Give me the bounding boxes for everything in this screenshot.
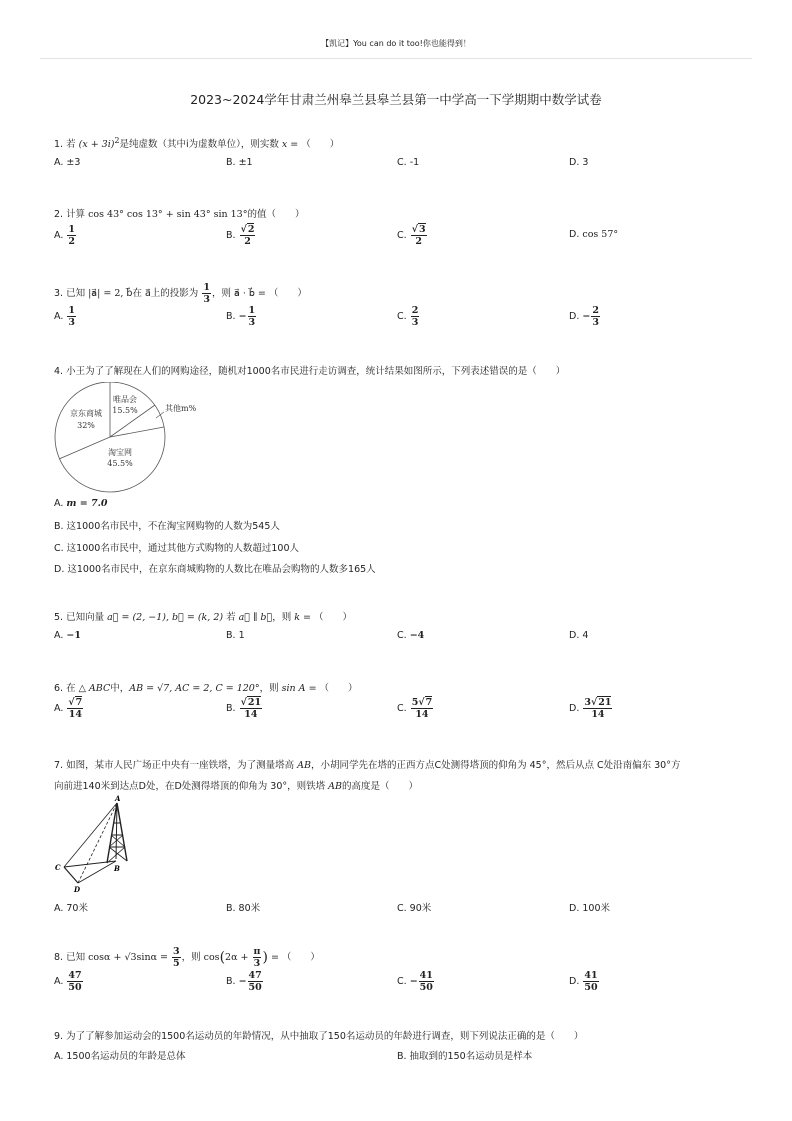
- question-1-option-c[interactable]: C. -1: [397, 157, 420, 168]
- question-7-option-a[interactable]: A. 70米: [54, 903, 88, 914]
- question-2-option-d[interactable]: D. cos 57°: [569, 229, 619, 240]
- question-3-option-d[interactable]: D. − $\frac{2}{3}$: [569, 305, 599, 328]
- sight-line-ca: [64, 803, 117, 867]
- question-8-stem: 8. 已知 cosα + √3sinα = $\frac{3}{5}$ ，则 cos(2α + $\frac{\pi}{3}$ ) = （ ）: [54, 946, 320, 969]
- question-5-option-c[interactable]: C. −4: [397, 630, 425, 641]
- shopping-pie-chart: [52, 382, 212, 494]
- question-3-option-a[interactable]: A. $\frac{1}{3}$: [54, 305, 76, 328]
- question-4-option-d[interactable]: D. 这1000名市民中，在京东商城购物的人数比在唯品会购物的人数多165人: [54, 564, 376, 575]
- pie-label-vip: 唯品会: [113, 395, 137, 404]
- question-6-option-c[interactable]: C. $\frac{5√7}{14}$: [397, 697, 433, 720]
- question-9-stem: 9. 为了了解参加运动会的1500名运动员的年龄情况，从中抽取了150名运动员的年龄进行调查，则下列说法正确的是（ ）: [54, 1031, 584, 1042]
- question-3-option-b[interactable]: B. − $\frac{1}{3}$: [226, 305, 256, 328]
- label-point-c: C: [55, 863, 61, 872]
- question-5-option-d[interactable]: D. 4: [569, 630, 589, 641]
- question-8-option-b[interactable]: B. − $\frac{47}{50}$: [226, 970, 262, 993]
- question-7-option-d[interactable]: D. 100米: [569, 903, 610, 914]
- pie-value-vip: 15.5%: [112, 406, 138, 415]
- tower-left-edge: [107, 803, 117, 863]
- question-6-option-d[interactable]: D. $\frac{3√21}{14}$: [569, 697, 612, 720]
- segment-cb: [64, 861, 116, 867]
- question-2-stem: 2. 计算 cos 43° cos 13° + sin 43° sin 13°的值（ ）: [54, 209, 305, 220]
- question-7-option-b[interactable]: B. 80米: [226, 903, 261, 914]
- pie-label-taobao: 淘宝网: [108, 448, 132, 457]
- question-7-stem-line-1: 7. 如图，某市人民广场正中央有一座铁塔，为了测量塔高 AB，小胡同学先在塔的正西方点C处测得塔顶的仰角为 45°，然后从点 C处沿南偏东 30°方: [54, 760, 681, 771]
- pie-value-jd: 32%: [77, 421, 95, 430]
- question-8-option-a[interactable]: A. $\frac{47}{50}$: [54, 970, 82, 993]
- question-8-option-d[interactable]: D. $\frac{41}{50}$: [569, 970, 598, 993]
- question-2-option-b[interactable]: B. $\frac{√2}{2}$: [226, 224, 255, 247]
- question-8-option-c[interactable]: C. − $\frac{41}{50}$: [397, 970, 433, 993]
- question-5-option-a[interactable]: A. −1: [54, 630, 81, 641]
- question-4-option-b[interactable]: B. 这1000名市民中，不在淘宝网购物的人数为545人: [54, 521, 280, 532]
- exam-title: 2023~2024学年甘肃兰州皋兰县皋兰县第一中学高一下学期期中数学试卷: [190, 92, 602, 107]
- question-7-stem-line-2: 向前进140米到达点D处，在D处测得塔顶的仰角为 30°，则铁塔 AB的高度是（ ）: [54, 781, 419, 792]
- page-header: 【凯记】You can do it too!你也能得到！: [321, 39, 471, 48]
- question-5-stem: 5. 已知向量 a⃗ = (2, −1), b⃗ = (k, 2) 若 a⃗ ∥ b⃗，则 k = （ ）: [54, 612, 352, 623]
- question-6-option-b[interactable]: B. $\frac{√21}{14}$: [226, 697, 262, 720]
- question-5-option-b[interactable]: B. 1: [226, 630, 245, 641]
- pie-label-other: 其他m%: [165, 404, 197, 413]
- question-1-option-a[interactable]: A. ±3: [54, 157, 81, 168]
- question-1-option-d[interactable]: D. 3: [569, 157, 589, 168]
- question-4-option-c[interactable]: C. 这1000名市民中，通过其他方式购物的人数超过100人: [54, 543, 299, 554]
- question-4-option-a[interactable]: A. m = 7.0: [54, 498, 108, 509]
- question-3-option-c[interactable]: C. $\frac{2}{3}$: [397, 305, 419, 328]
- question-1-option-b[interactable]: B. ±1: [226, 157, 253, 168]
- tower-diagram: [52, 795, 142, 895]
- label-point-b: B: [114, 864, 120, 873]
- question-1-stem: 1. 若 $(x + 3i)^2$是纯虚数（其中i为虚数单位），则实数 x = （ ）: [54, 136, 340, 151]
- pie-label-jd: 京东商城: [70, 409, 102, 418]
- question-7-option-c[interactable]: C. 90米: [397, 903, 432, 914]
- header-divider: [40, 58, 752, 59]
- question-9-option-a[interactable]: A. 1500名运动员的年龄是总体: [54, 1051, 186, 1062]
- question-6-option-a[interactable]: A. $\frac{√7}{14}$: [54, 697, 83, 720]
- question-4-stem: 4. 小王为了了解现在人们的网购途径，随机对1000名市民进行走访调查，统计结果如图所示，下列表述错误的是（ ）: [54, 366, 566, 377]
- label-point-a: A: [115, 795, 121, 803]
- question-6-stem: 6. 在 △ ABC中，AB = √7, AC = 2, C = 120°，则 sin A = （ ）: [54, 683, 358, 694]
- label-point-d: D: [74, 885, 81, 894]
- question-2-option-c[interactable]: C. $\frac{√3}{2}$: [397, 224, 426, 247]
- pie-value-taobao: 45.5%: [107, 459, 133, 468]
- question-9-option-b[interactable]: B. 抽取到的150名运动员是样本: [397, 1051, 533, 1062]
- question-3-stem: 3. 已知 |a⃗| = 2, b⃗在 a⃗上的投影为 $\frac{1}{3}$ ，则 a⃗ · b⃗ = （ ）: [54, 282, 307, 305]
- question-2-option-a[interactable]: A. $\frac{1}{2}$: [54, 224, 76, 247]
- segment-cd: [64, 867, 78, 883]
